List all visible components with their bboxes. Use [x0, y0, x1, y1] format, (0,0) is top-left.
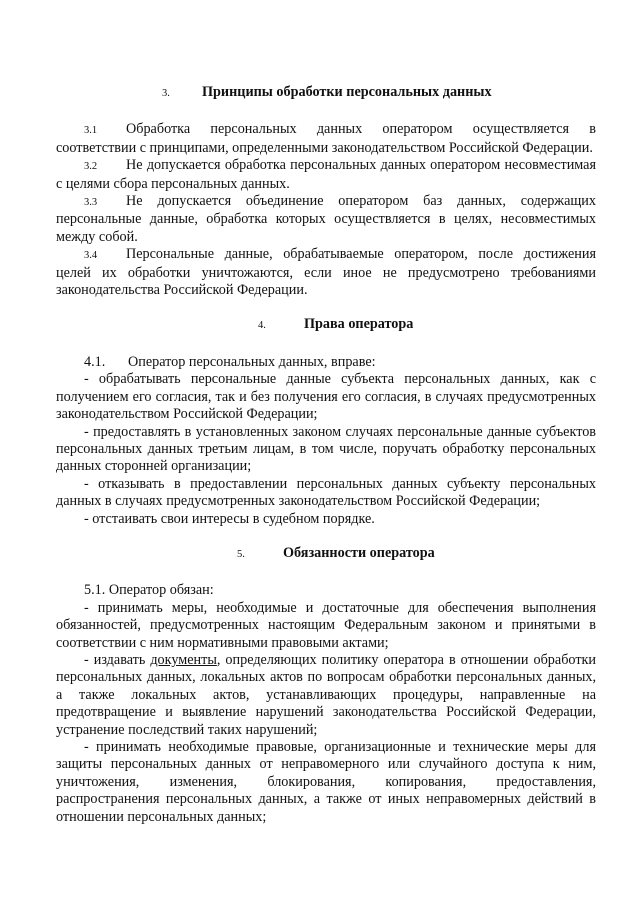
item-number: 3.2 [84, 161, 98, 173]
list-item-5-b [56, 652, 596, 739]
section-4-number: 4. [258, 320, 266, 332]
item-text-after: , определяющих политику оператора в отношении обработки персональных данных, локальных актов по вопросам обработки персональных данных, а также локальных актов, устанавливающих процедуры, направленные на предотвращение и выявление нарушений законодательства Российской Федерации, устранение последствий таких нарушений; [56, 651, 597, 738]
section-5-number: 5. [237, 548, 245, 560]
list-item-5-a: - принимать меры, необходимые и достаточные для обеспечения выполнения обязанностей, предусмотренных настоящим Федеральным законом и принятыми в соответствии с ним нормативными правовыми актами; [56, 599, 596, 651]
section-3-heading [56, 84, 596, 102]
section-5-heading [56, 545, 596, 563]
item-number: 3.4 [84, 250, 98, 262]
list-item-4-c: - отказывать в предоставлении персональных данных субъекту персональных данных в случаях предусмотренных законодательством Российской Федерации; [56, 475, 596, 510]
section-4-title: Права оператора [304, 316, 414, 333]
item-text: Не допускается обработка персональных данных оператором несовместимая с целями сбора персональных данных. [56, 157, 596, 192]
paragraph-3-2 [56, 157, 596, 193]
list-item-4-a: - обрабатывать персональные данные субъекта персональных данных, как с получением его согласия, так и без получения его согласия, в случаях предусмотренных законодательством Российской Федерации; [56, 371, 596, 423]
paragraph-4-1 [56, 354, 596, 371]
paragraph-3-1 [56, 121, 596, 157]
item-number: 3.1 [84, 125, 98, 137]
item-text: Не допускается объединение оператором баз данных, содержащих персональные данные, обработка которых осуществляется в целях, несовместимых между собой. [56, 193, 596, 245]
list-item-5-c: - принимать необходимые правовые, организационные и технические меры для защиты персональных данных от неправомерного или случайного доступа к ним, уничтожения, изменения, блокирования, копирования, предоставления, распространения персональных данных, а также от иных неправомерных действий в отношении персональных данных; [56, 739, 596, 825]
item-number: 3.3 [84, 197, 98, 209]
item-number: 4.1. [84, 353, 106, 370]
document-page [56, 84, 596, 826]
item-text: Персональные данные, обрабатываемые оператором, после достижения целей их обработки уничтожаются, если иное не предусмотрено требованиями законодательства Российской Федерации. [56, 246, 596, 299]
item-text-before: - издавать [84, 651, 151, 668]
documents-link[interactable]: документы [150, 651, 217, 668]
section-4-heading [56, 316, 596, 334]
list-item-4-d: - отстаивать свои интересы в судебном порядке. [84, 510, 375, 527]
paragraph-3-4 [56, 246, 596, 299]
section-5-title: Обязанности оператора [283, 544, 435, 561]
list-item-4-b: - предоставлять в установленных законом случаях персональные данные субъектов персональных данных третьим лицам, в том числе, поручать обработку персональных данных сторонней организации; [56, 423, 596, 475]
item-text: Обработка персональных данных оператором осуществляется в соответствии с принципами, определенными законодательством Российской Федерации. [56, 121, 596, 156]
section-3-title: Принципы обработки персональных данных [202, 84, 492, 100]
item-text: Оператор персональных данных, вправе: [128, 353, 376, 370]
paragraph-3-3 [56, 193, 596, 246]
section-3-number: 3. [162, 88, 170, 99]
paragraph-5-1: 5.1. Оператор обязан: [84, 582, 214, 599]
